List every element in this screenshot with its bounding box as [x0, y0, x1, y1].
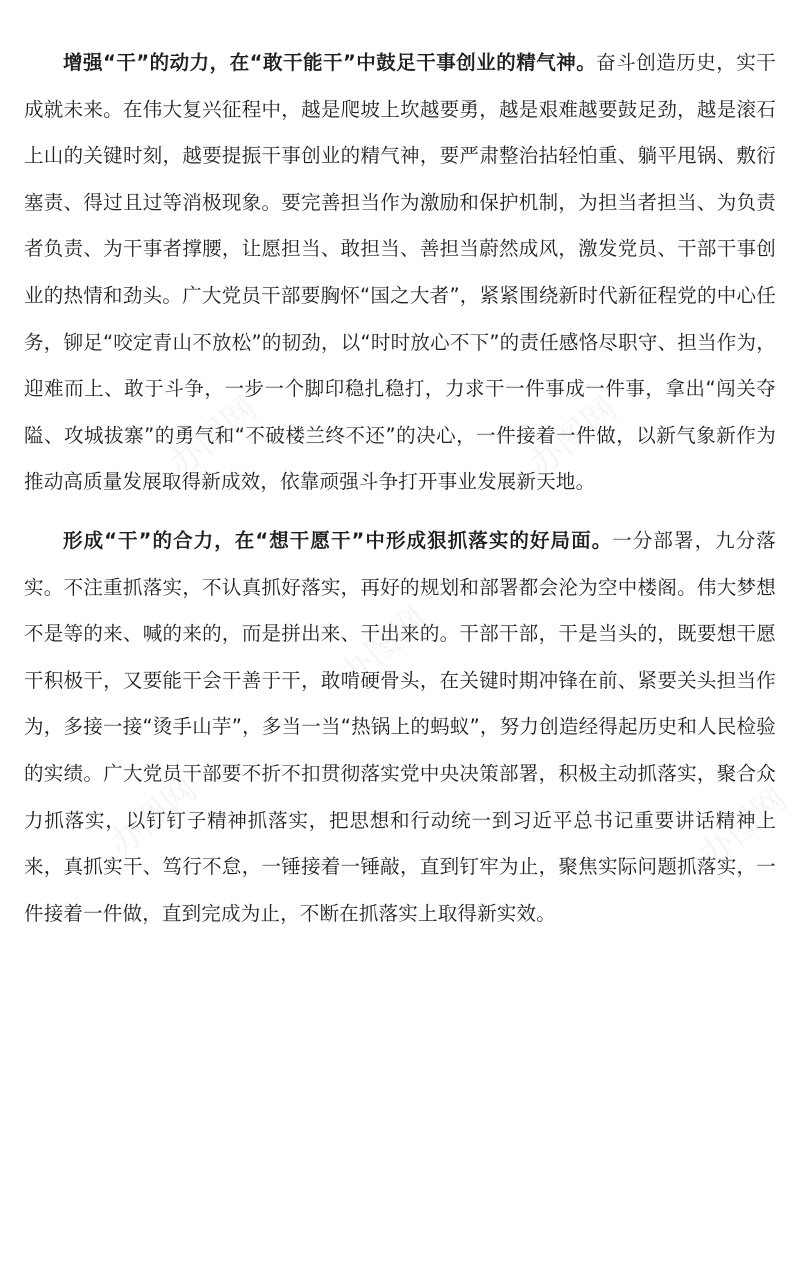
- watermark-text: 办图网: [161, 389, 266, 486]
- paragraph-lead: 增强“干”的动力，在“敢干能干”中鼓足干事创业的精气神。: [63, 51, 597, 74]
- article-body: [24, 40, 776, 949]
- watermark-text: 办图网: [331, 599, 436, 696]
- paragraph-lead: 形成“干”的合力，在“想干愿干”中形成狠抓落实的好局面。: [63, 528, 613, 552]
- paragraph-body: 奋斗创造历史，实干成就未来。在伟大复兴征程中，越是爬坡上坎越要勇，越是艰难越要鼓足劲，越是滚石上山的关键时刻，越要提振干事创业的精气神，要严肃整治拈轻怕重、躺平甩锅、敷衍塞责、得过且过等消极现象。要完善担当作为激励和保护机制，为担当者担当、为负责者负责、为干事者撑腰，让愿担当、敢担当、善担当蔚然成风，激发党员、干部干事创业的热情和劲头。广大党员干部要胸怀“国之大者”，紧紧围绕新时代新征程党的中心任务，铆足“咬定青山不放松”的韧劲，以“时时放心不下”的责任感恪尽职守、担当作为，迎难而上、敢于斗争，一步一个脚印稳扎稳打，力求干一件事成一件事，拿出“闯关夺隘、攻城拔寨”的勇气和“不破楼兰终不还”的决心，一件接着一件做，以新气象新作为推动高质量发展取得新成效，依靠顽强斗争打开事业发展新天地。: [24, 51, 776, 494]
- watermark-text: 办图网: [691, 779, 796, 876]
- paragraph-body: 一分部署，九分落实。不注重抓落实，不认真抓好落实，再好的规划和部署都会沦为空中楼阁。伟大梦想不是等的来、喊的来的，而是拼出来、干出来的。干部干部，干是当头的，既要想干愿干积极干，又要能干会干善于干，敢啃硬骨头，在关键时期冲锋在前、紧要关头担当作为，多接一接“烫手山芋”，多当一当“热锅上的蚂蚁”，努力创造经得起历史和人民检验的实绩。广大党员干部要不折不扣贯彻落实党中央决策部署，积极主动抓落实，聚合众力抓落实，以钉钉子精神抓落实，把思想和行动统一到习近平总书记重要讲话精神上来，真抓实干、笃行不怠，一锤接着一锤敲，直到钉牢为止，聚焦实际问题抓落实，一件接着一件做，直到完成为止，不断在抓落实上取得新实效。: [24, 528, 776, 925]
- paragraph-synergy: [24, 518, 776, 937]
- paragraph-drive: [24, 40, 776, 506]
- watermark-text: 办图网: [521, 389, 626, 486]
- watermark-text: 办图网: [101, 769, 206, 866]
